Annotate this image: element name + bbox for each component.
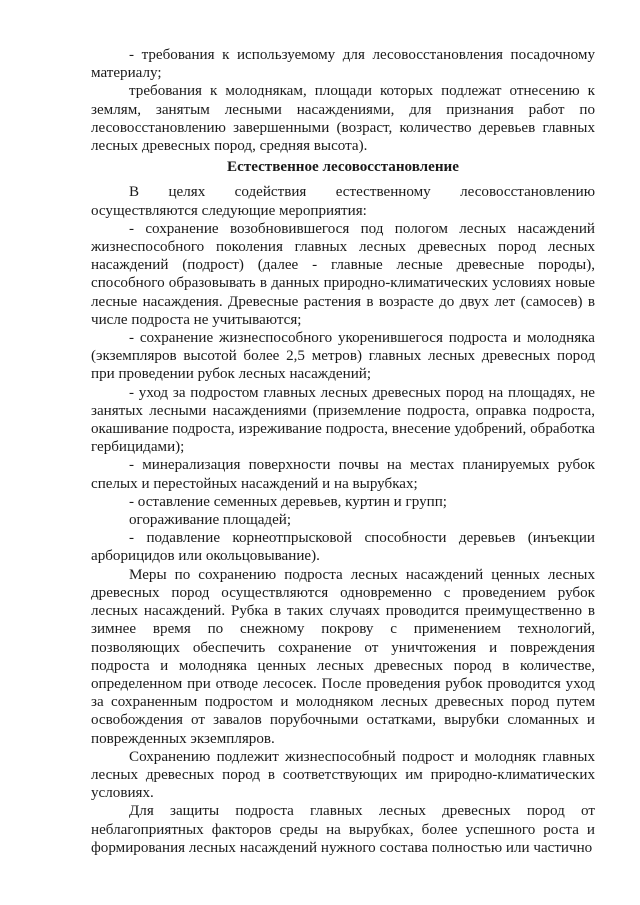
paragraph-preservation-subject: Сохранению подлежит жизнеспособный подрост и молодняк главных лесных древесных пород в соответствующих им природно-климатических условиях. xyxy=(91,748,595,802)
paragraph-young-stands-requirements: требования к молоднякам, площади которых подлежат отнесению к землям, занятым лесными насаждениями, для признания работ по лесовосстановлению завершенными (возраст, количество деревьев главных лесных древесных пород, средняя высота). xyxy=(91,83,595,155)
paragraph-soil-mineralization: - минерализация поверхности почвы на местах планируемых рубок спелых и перестойных насаждений и на вырубках; xyxy=(91,457,595,492)
document-page xyxy=(91,46,595,857)
paragraph-fencing: огораживание площадей; xyxy=(129,512,292,529)
paragraph-planting-material: - требования к используемому для лесовосстановления посадочному материалу; xyxy=(91,47,595,82)
paragraph-seed-trees: - оставление семенных деревьев, куртин и групп; xyxy=(129,493,447,510)
paragraph-preserve-undergrowth: - сохранение возобновившегося под пологом лесных насаждений жизнеспособного поколения главных лесных древесных пород лесных насаждений (подрост) (далее - главные лесные древесные породы), способного образовывать в данных природно-климатических условиях новые лесные насаждения. Древесные растения в возрасте до двух лет (самосев) в числе подроста не учитываются; xyxy=(91,220,595,328)
paragraph-root-sprout-suppression: - подавление корнеотпрысковой способности деревьев (инъекции арборицидов или окольцовывание). xyxy=(91,530,595,565)
paragraph-measures-intro: В целях содействия естественному лесовосстановлению осуществляются следующие мероприятия: xyxy=(91,184,595,219)
paragraph-undergrowth-measures: Меры по сохранению подроста лесных насаждений ценных лесных древесных пород осуществляются одновременно с проведением рубок лесных насаждений. Рубка в таких случаях проводится преимущественно в зимнее время по снежному покрову с применением технологий, позволяющих обеспечить сохранение от уничтожения и повреждения подроста и молодняка ценных лесных древесных пород в количестве, определенном при отводе лесосек. После проведения рубок проводится уход за сохраненным подростом и молодняком лесных древесных пород путем освобождения от завалов порубочными остатками, вырубки сломанных и поврежденных экземпляров. xyxy=(91,566,595,747)
paragraph-undergrowth-care: - уход за подростом главных лесных древесных пород на площадях, не занятых лесными насаждениями (приземление подроста, оправка подроста, окашивание подроста, изреживание подроста, внесение удобрений, обработка гербицидами); xyxy=(91,384,595,456)
paragraph-protection: Для защиты подроста главных лесных древесных пород от неблагоприятных факторов среды на вырубках, более успешного роста и формирования лесных насаждений нужного состава полностью или частично xyxy=(91,803,595,856)
section-heading: Естественное лесовосстановление xyxy=(227,159,459,176)
paragraph-preserve-rooted-undergrowth: - сохранение жизнеспособного укоренившегося подроста и молодняка (экземпляров высотой более 2,5 метров) главных лесных древесных пород при проведении рубок лесных насаждений; xyxy=(91,330,595,383)
